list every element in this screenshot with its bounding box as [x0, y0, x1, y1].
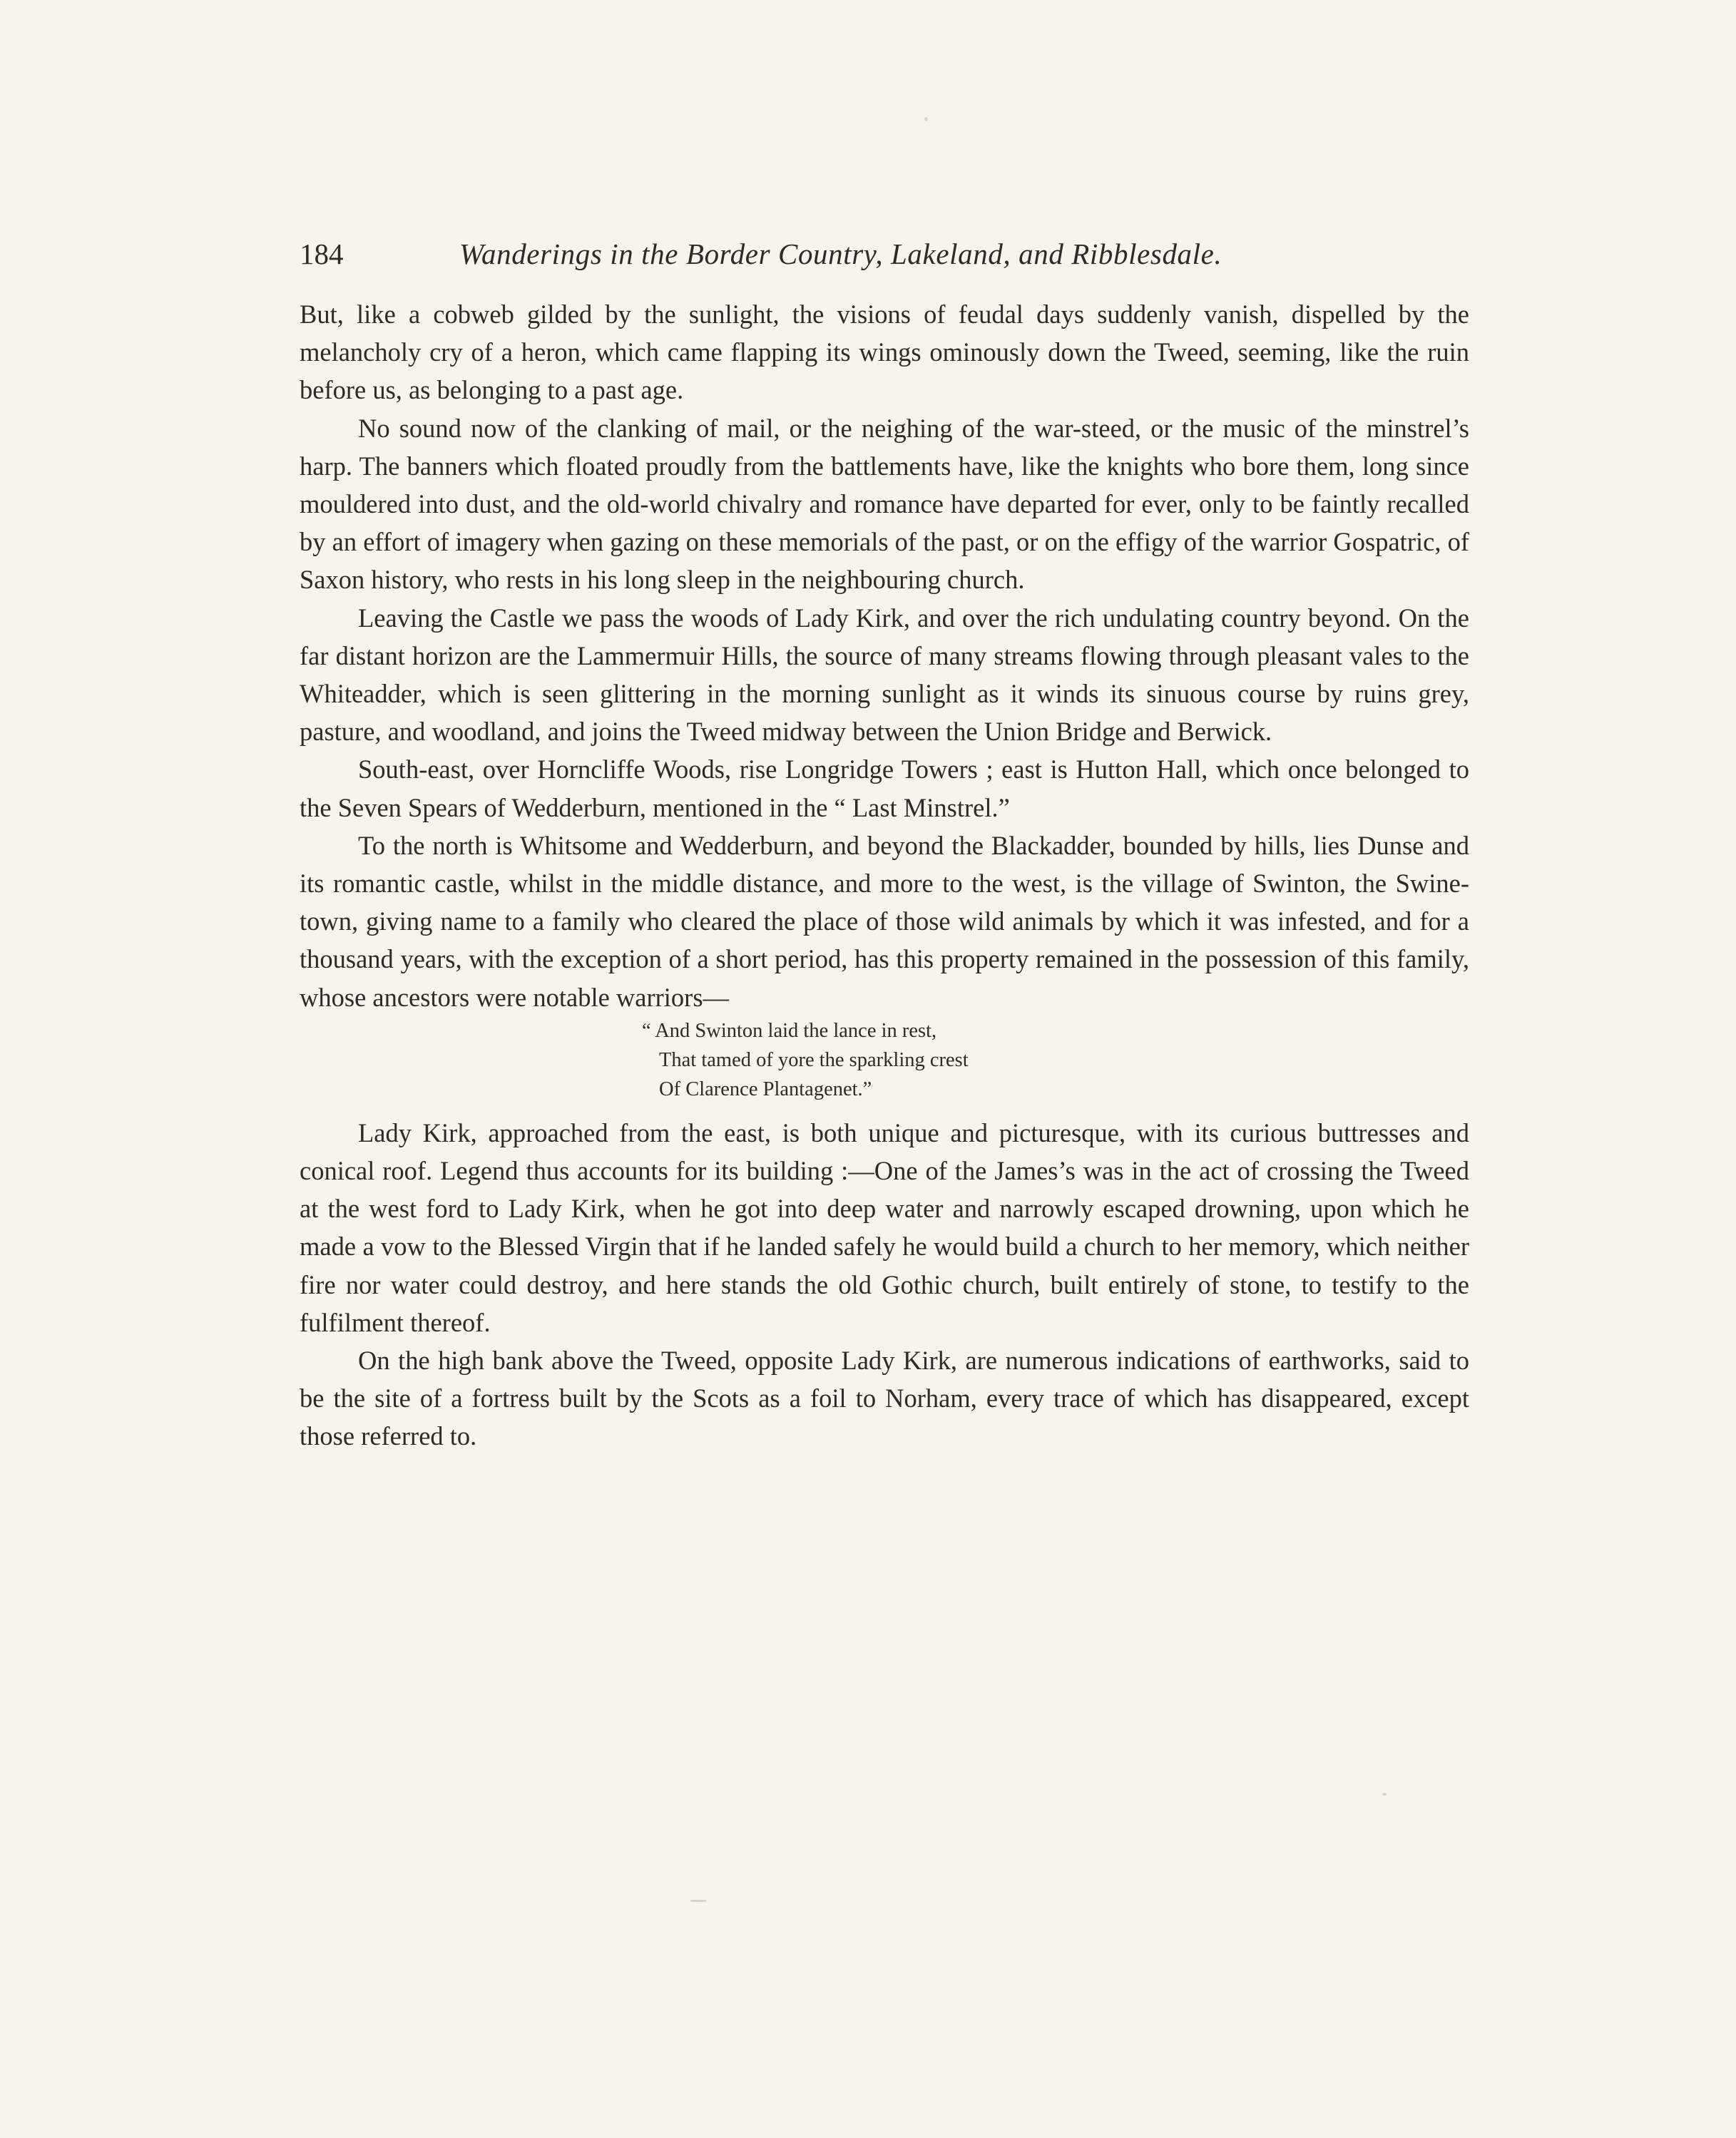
paragraph: Lady Kirk, approached from the east, is both unique and picturesque, with its curious buttresses and conical roof. Legend thus accounts for its building :—One of the James’s was in the act of crossing the Tweed at the west ford to Lady Kirk, when he got into deep water and narrowly escaped drowning, upon which he made a vow to the Blessed Virgin that if he landed safely he would build a church to her memory, which neither fire nor water could destroy, and here stands the old Gothic church, built entirely of stone, to testify to the fulfilment thereof. [300, 1117, 1469, 1337]
paragraph: No sound now of the clanking of mail, or the neighing of the war-steed, or the music of the minstrel’s harp. The banners which floated proudly from the battlements have, like the knights who bore them, long since mouldered into dust, and the old-world chivalry and romance have departed for ever, only to be faintly recalled by an effort of imagery when gazing on these memorials of the past, or on the effigy of the warrior Gospatric, of Saxon history, who rests in his long sleep in the neighbouring church. [300, 413, 1469, 595]
paper-speck [1382, 1793, 1387, 1796]
paragraph: South-east, over Horncliffe Woods, rise Longridge Towers ; east is Hutton Hall, which once belonged to the Seven Spears of Wedderburn, mentioned in the “ Last Minstrel.” [300, 755, 1469, 822]
page-number: 184 [300, 237, 344, 270]
paper-speck [924, 117, 928, 121]
body-text [300, 295, 1469, 1456]
verse-quotation [300, 1016, 1469, 1104]
running-head [300, 232, 1541, 275]
verse-line: Of Clarence Plantagenet.” [659, 1078, 872, 1100]
verse-line: “ And Swinton laid the lance in rest, [642, 1019, 937, 1042]
paragraph: But, like a cobweb gilded by the sunlight, the visions of feudal days suddenly vanish, dispelled by the melancholy cry of a heron, which came flapping its wings ominously down the Tweed, seeming, like the ruin before us, as belonging to a past age. [300, 300, 1469, 405]
paper-speck [690, 1900, 706, 1902]
book-title: Wanderings in the Border Country, Lakeland, and Ribblesdale. [459, 237, 1222, 270]
paragraph: On the high bank above the Tweed, opposite Lady Kirk, are numerous indications of earthworks, said to be the site of a fortress built by the Scots as a foil to Norham, every trace of which has disappeared, except those referred to. [300, 1346, 1469, 1451]
verse-line: That tamed of yore the sparkling crest [659, 1048, 969, 1071]
paragraph: Leaving the Castle we pass the woods of Lady Kirk, and over the rich undulating country beyond. On the far distant horizon are the Lammermuir Hills, the source of many streams flowing through pleasant vales to the Whiteadder, which is seen glittering in the morning sunlight as it winds its sinuous course by ruins grey, pasture, and woodland, and joins the Tweed midway between the Union Bridge and Berwick. [300, 603, 1469, 747]
paragraph: To the north is Whitsome and Wedderburn, and beyond the Blackadder, bounded by hills, lies Dunse and its romantic castle, whilst in the middle distance, and more to the west, is the village of Swinton, the Swine-town, giving name to a family who cleared the place of those wild animals by which it was infested, and for a thousand years, with the exception of a short period, has this property remained in the possession of this family, whose ancestors were notable warriors— [300, 830, 1469, 1012]
